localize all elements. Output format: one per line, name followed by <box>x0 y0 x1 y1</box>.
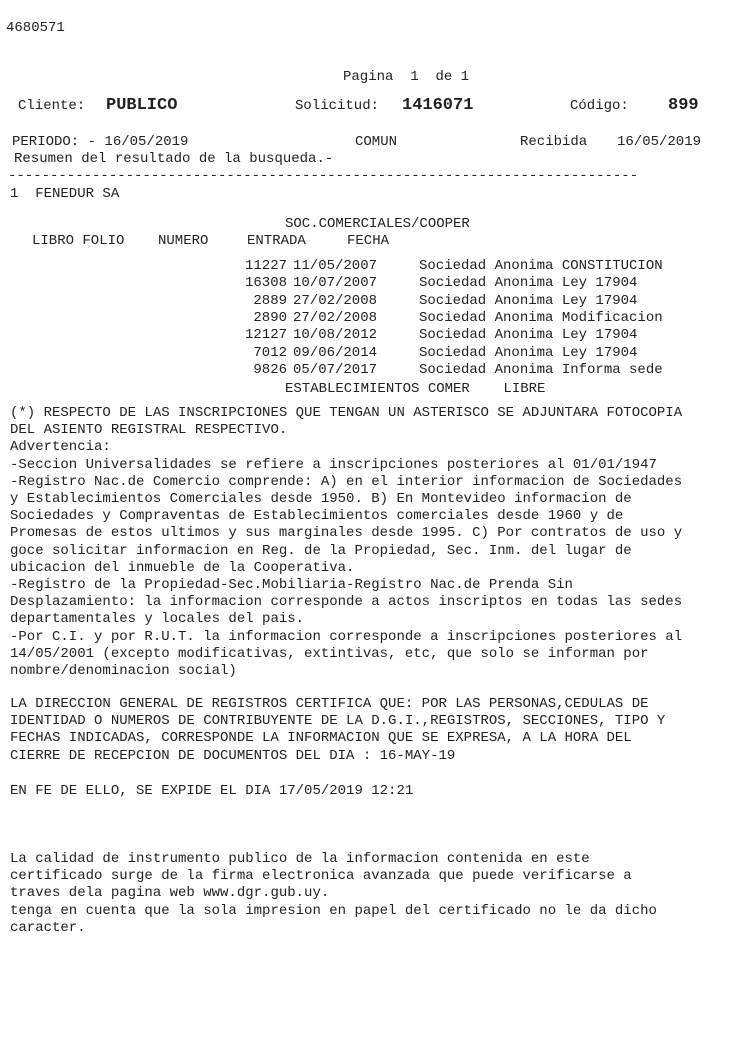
column-fecha: FECHA <box>347 233 390 249</box>
row-description: Sociedad Anonima Ley 17904 <box>419 292 638 309</box>
footer-text <box>10 851 740 937</box>
row-description: Sociedad Anonima Ley 17904 <box>419 275 638 292</box>
row-entrada: 12127 <box>244 327 287 344</box>
certification-text <box>10 696 740 765</box>
advertencia-notes <box>10 405 740 680</box>
comun-label: COMUN <box>355 134 398 150</box>
certifica-line: LA DIRECCION GENERAL DE REGISTROS CERTIFICA QUE: POR LAS PERSONAS,CEDULAS DE <box>10 696 649 712</box>
row-description: Sociedad Anonima Ley 17904 <box>419 327 638 344</box>
row-fecha: 09/06/2014 <box>293 344 378 361</box>
recibida-value: 16/05/2019 <box>617 134 702 150</box>
footer-line: tenga en cuenta que la sola impresion en papel del certificado no le da dicho <box>10 902 657 919</box>
notes-line: 14/05/2001 (excepto modificativas, extintivas, etc, que solo se informan por <box>10 645 649 662</box>
row-description: Sociedad Anonima Informa sede <box>419 361 663 378</box>
codigo-value: 899 <box>668 96 699 115</box>
result-item: 1 FENEDUR SA <box>10 186 120 202</box>
solicitud-label: Solicitud: <box>295 98 380 114</box>
notes-line: Desplazamiento: la informacion corresponde a actos inscriptos en todas las sedes <box>10 594 683 611</box>
row-fecha: 10/08/2012 <box>293 327 378 344</box>
row-entrada: 9826 <box>253 361 287 378</box>
notes-line: -Seccion Universalidades se refiere a inscripciones posteriores al 01/01/1947 <box>10 456 657 473</box>
notes-line: nombre/denominacion social) <box>10 663 237 680</box>
row-entrada: 11227 <box>244 258 287 274</box>
notes-line: y Establecimientos Comerciales desde 1950. B) En Montevideo informacion de <box>10 491 632 508</box>
notes-line: departamentales y locales del pais. <box>10 611 305 628</box>
column-libro-folio: LIBRO FOLIO <box>32 233 125 249</box>
column-entrada: ENTRADA <box>247 233 306 249</box>
notes-line: -Registro Nac.de Comercio comprende: A) en el interior informacion de Sociedades <box>10 473 683 490</box>
row-entrada: 7012 <box>253 344 287 361</box>
codigo-label: Código: <box>570 98 629 114</box>
row-fecha: 11/05/2007 <box>293 258 378 274</box>
expide-line: EN FE DE ELLO, SE EXPIDE EL DIA 17/05/2019 12:21 <box>10 783 414 799</box>
row-fecha: 10/07/2007 <box>293 275 378 292</box>
row-fecha: 05/07/2017 <box>293 361 378 378</box>
notes-line: -Por C.I. y por R.U.T. la informacion corresponde a inscripciones posteriores al <box>10 628 683 645</box>
document-id: 4680571 <box>6 20 65 36</box>
page-label: Pagina <box>343 69 394 85</box>
notes-line: Sociedades y Compraventas de Establecimientos comerciales desde 1960 y de <box>10 508 624 525</box>
footer-line: traves dela pagina web www.dgr.gub.uy. <box>10 885 330 902</box>
row-description: Sociedad Anonima Modificacion <box>419 309 663 326</box>
row-entrada: 2890 <box>253 309 287 326</box>
page-total: 1 <box>460 69 470 85</box>
separator-line: --------------------------------------------------------------------------- <box>8 168 639 184</box>
resumen: Resumen del resultado de la busqueda.- <box>14 151 334 167</box>
row-entrada: 2889 <box>253 292 287 309</box>
certifica-line: FECHAS INDICADAS, CORRESPONDE LA INFORMACION QUE SE EXPRESA, A LA HORA DEL <box>10 730 632 747</box>
periodo: PERIODO: - 16/05/2019 <box>12 134 189 150</box>
establecimientos-line: ESTABLECIMIENTOS COMER LIBRE <box>285 381 546 397</box>
notes-line: (*) RESPECTO DE LAS INSCRIPCIONES QUE TENGAN UN ASTERISCO SE ADJUNTARA FOTOCOPIA <box>10 405 683 421</box>
row-description: Sociedad Anonima Ley 17904 <box>419 344 638 361</box>
row-fecha: 27/02/2008 <box>293 292 378 309</box>
footer-line: La calidad de instrumento publico de la informacion contenida en este <box>10 851 590 867</box>
notes-line: Advertencia: <box>10 439 111 456</box>
cliente-label: Cliente: <box>18 98 86 114</box>
notes-line: goce solicitar informacion en Reg. de la Propiedad, Sec. Inm. del lugar de <box>10 542 632 559</box>
certifica-line: CIERRE DE RECEPCION DE DOCUMENTOS DEL DIA : 16-MAY-19 <box>10 747 456 764</box>
row-fecha: 27/02/2008 <box>293 309 378 326</box>
section-title: SOC.COMERCIALES/COOPER <box>285 216 470 232</box>
notes-line: Promesas de estos ultimos y sus marginales desde 1995. C) Por contratos de uso y <box>10 525 683 542</box>
notes-line: ubicacion del inmueble de la Cooperativa. <box>10 559 355 576</box>
row-entrada: 16308 <box>244 275 287 292</box>
page-of-label: de <box>435 69 453 85</box>
page-current: 1 <box>410 69 419 85</box>
notes-line: -Registro de la Propiedad-Sec.Mobiliaria-Registro Nac.de Prenda Sin <box>10 577 573 594</box>
footer-line: caracter. <box>10 919 86 936</box>
page-indicator <box>343 69 469 86</box>
solicitud-value: 1416071 <box>402 96 474 115</box>
cliente-value: PUBLICO <box>106 96 178 115</box>
recibida-label: Recibida <box>520 134 588 150</box>
certifica-line: IDENTIDAD O NUMEROS DE CONTRIBUYENTE DE LA D.G.I.,REGISTROS, SECCIONES, TIPO Y <box>10 713 666 730</box>
row-description: Sociedad Anonima CONSTITUCION <box>419 258 663 274</box>
notes-line: DEL ASIENTO REGISTRAL RESPECTIVO. <box>10 422 288 439</box>
column-numero: NUMERO <box>158 233 209 249</box>
footer-line: certificado surge de la firma electronica avanzada que puede verificarse a <box>10 868 632 885</box>
